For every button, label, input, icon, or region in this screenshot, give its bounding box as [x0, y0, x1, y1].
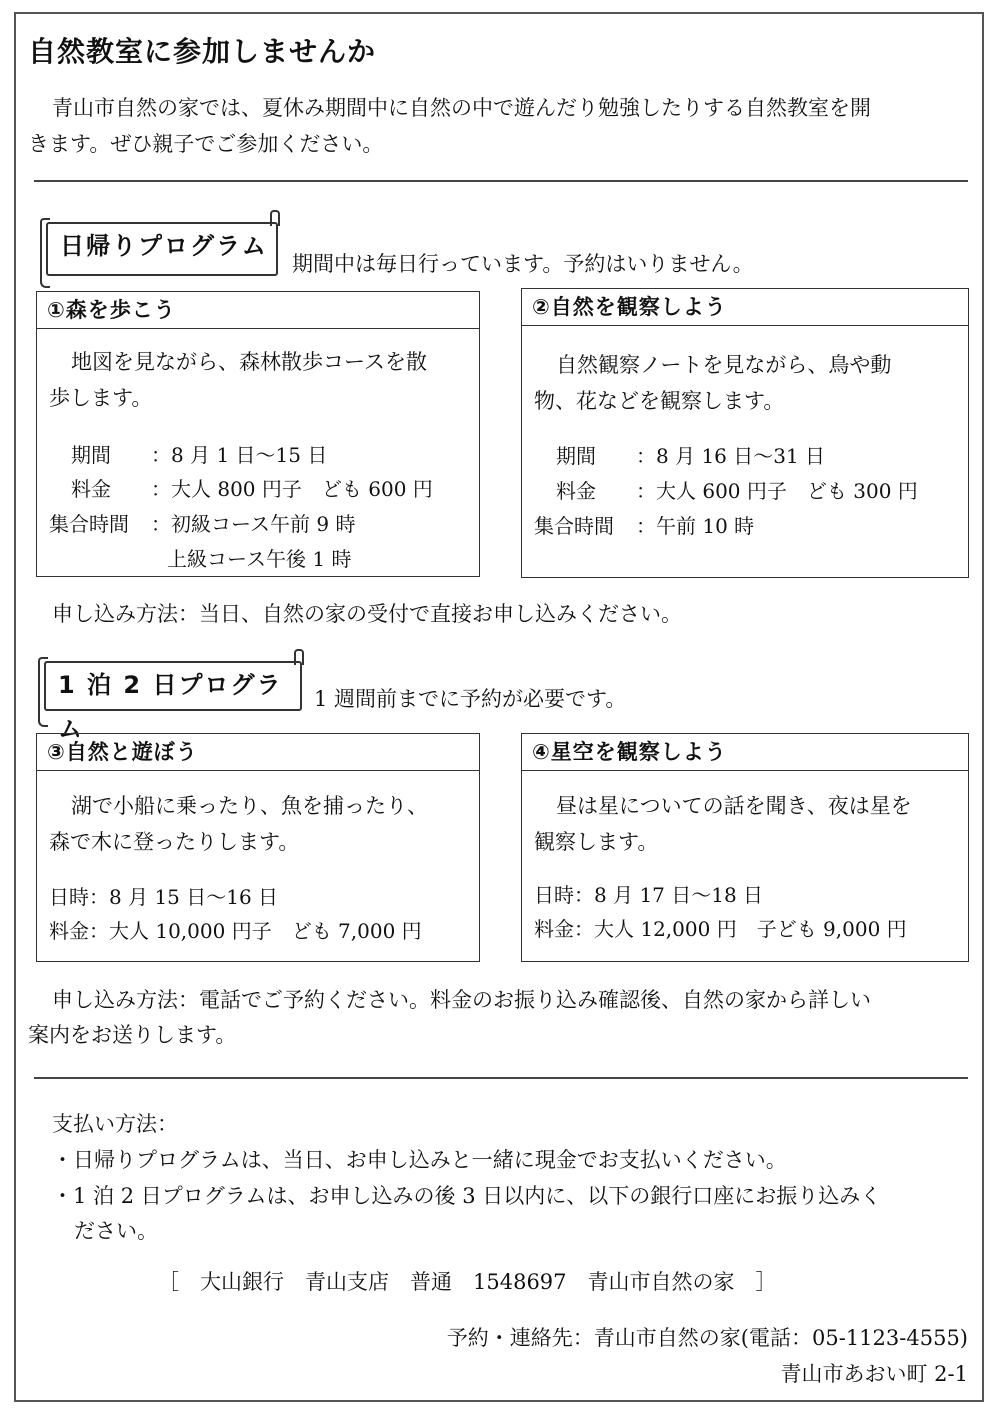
course-time-2: [534, 509, 754, 543]
course-desc-1b: 歩します。: [49, 386, 153, 410]
course-box-1: [36, 291, 480, 577]
time-value-1: ：午前 10 時: [636, 514, 755, 538]
contact-address: 青山市あおい町 2-1: [780, 1362, 968, 1386]
course-desc-3a: 湖で小船に乗ったり、魚を捕ったり、: [71, 794, 428, 818]
day-program-apply: 申し込み方法：当日、自然の家の受付で直接お申し込みください。: [52, 602, 682, 626]
time-label: 集合時間: [49, 512, 129, 536]
course-fee-1: [71, 472, 433, 506]
course-date-3: 日時：8 月 15 日〜16 日: [49, 885, 279, 909]
overnight-program-banner: 1 泊 2 日プログラム: [44, 661, 302, 711]
fee-label: 料金: [556, 479, 596, 503]
course-title-1: ①森を歩こう: [37, 292, 479, 329]
fee-value: ：大人 600 円子 ども 300 円: [636, 479, 918, 503]
payment-item-1: ・日帰りプログラムは、当日、お申し込みと一緒に現金でお支払いください。: [52, 1148, 787, 1172]
course-period-1: [71, 438, 327, 472]
course-title-3: ③自然と遊ぼう: [37, 734, 479, 771]
bank-account: ［ 大山銀行 青山支店 普通 1548697 青山市自然の家 ］: [158, 1270, 777, 1294]
course-time-1: [49, 507, 355, 541]
course-fee-2: [556, 474, 918, 508]
payment-item-2b: ださい。: [74, 1219, 158, 1243]
overnight-apply-line-2: 案内をお送りします。: [28, 1023, 237, 1047]
period-value: ：8 月 16 日〜31 日: [636, 444, 826, 468]
period-label: 期間: [71, 443, 111, 467]
day-program-note: 期間中は毎日行っています。予約はいりません。: [292, 252, 754, 276]
course-fee-3: 料金：大人 10,000 円子 ども 7,000 円: [49, 919, 422, 943]
payment-heading: 支払い方法：: [52, 1112, 178, 1136]
course-desc-2a: 自然観察ノートを見ながら、鳥や動: [556, 353, 892, 377]
course-fee-4: 料金：大人 12,000 円 子ども 9,000 円: [534, 917, 907, 941]
overnight-program-note: 1 週間前までに予約が必要です。: [314, 687, 627, 711]
course-desc-4b: 観察します。: [534, 830, 659, 854]
course-box-2: [521, 288, 969, 578]
course-title-2: ②自然を観察しよう: [522, 289, 968, 326]
course-period-2: [556, 439, 825, 473]
time-value-1: ：初級コース午前 9 時: [151, 512, 356, 536]
course-title-4: ④星空を観察しよう: [522, 734, 968, 771]
course-box-3: [36, 733, 480, 962]
course-desc-4a: 昼は星についての話を聞き、夜は星を: [556, 794, 912, 818]
overnight-apply-line-1: 申し込み方法：電話でご予約ください。料金のお振り込み確認後、自然の家から詳しい: [52, 988, 871, 1012]
course-desc-1a: 地図を見ながら、森林散歩コースを散: [71, 350, 427, 374]
period-label: 期間: [556, 444, 596, 468]
day-program-banner: 日帰りプログラム: [46, 222, 278, 276]
payment-item-2a: ・1 泊 2 日プログラムは、お申し込みの後 3 日以内に、以下の銀行口座にお振り込みく: [52, 1184, 882, 1208]
contact-line-1: 予約・連絡先：青山市自然の家(電話：05-1123-4555): [446, 1326, 968, 1350]
fee-label: 料金: [71, 477, 111, 501]
time-label: 集合時間: [534, 514, 614, 538]
divider-top: [34, 180, 968, 182]
fee-value: ：大人 800 円子 ども 600 円: [151, 477, 433, 501]
course-time-1b: 上級コース午後 1 時: [167, 547, 352, 571]
course-desc-2b: 物、花などを観察します。: [534, 389, 785, 413]
intro-line-1: 青山市自然の家では、夏休み期間中に自然の中で遊んだり勉強したりする自然教室を開: [52, 96, 871, 120]
period-value: ：8 月 1 日〜15 日: [151, 443, 328, 467]
intro-line-2: きます。ぜひ親子でご参加ください。: [28, 132, 384, 156]
course-date-4: 日時：8 月 17 日〜18 日: [534, 883, 764, 907]
divider-bottom: [34, 1077, 968, 1079]
course-desc-3b: 森で木に登ったりします。: [49, 830, 300, 854]
page-title: 自然教室に参加しませんか: [28, 35, 377, 68]
course-box-4: [521, 733, 969, 962]
